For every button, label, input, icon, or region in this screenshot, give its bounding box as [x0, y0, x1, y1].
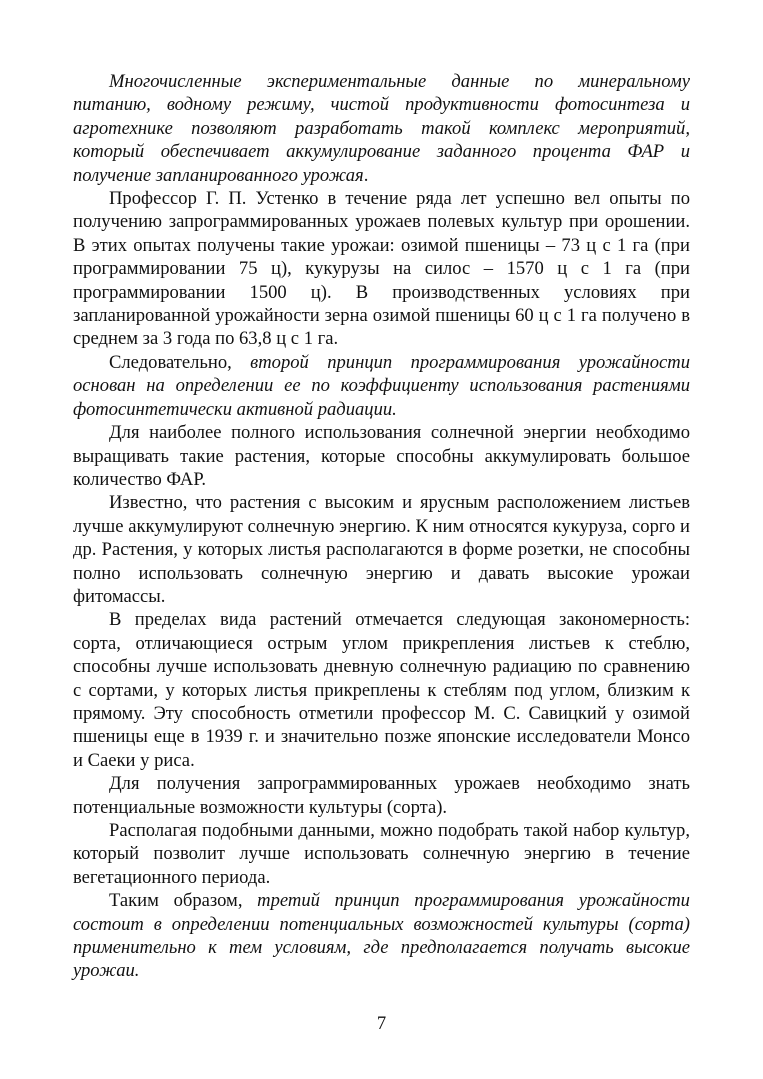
- paragraph-9-lead: Таким образом,: [109, 890, 258, 912]
- paragraph-1-end: .: [363, 164, 369, 186]
- paragraph-3: [73, 351, 690, 421]
- paragraph-7: [73, 772, 690, 819]
- paragraph-5: [73, 491, 690, 608]
- paragraph-9: [73, 889, 690, 983]
- paragraph-4-text: Для наиболее полного использования солнечной энергии необходимо выращивать такие растения, которые способны аккумулировать большое количество ФАР.: [73, 422, 690, 490]
- page-number: 7: [376, 1013, 387, 1034]
- paragraph-1: [73, 70, 690, 187]
- paragraph-6-text: В пределах вида растений отмечается следующая закономерность: сорта, отличающиеся острым углом прикрепления листьев к стеблю, способны лучше использовать дневную солнечную радиацию по сравнению с сортами, у которых листья прикреплены к стеблям под углом, близким к прямому. Эту способность отметили профессор М. С. Савицкий у озимой пшеницы еще в 1939 г. и значительно позже японские исследователи Монсо и Саеки у риса.: [73, 609, 690, 771]
- page-body: [73, 70, 690, 983]
- paragraph-3-lead: Следовательно,: [109, 351, 251, 373]
- paragraph-5-text: Известно, что растения с высоким и ярусным расположением листьев лучше аккумулируют солнечную энергию. К ним относятся кукуруза, сорго и др. Растения, у которых листья располагаются в форме розетки, не способны полно использовать солнечную энергию и давать высокие урожаи фитомассы.: [73, 492, 690, 607]
- paragraph-4: [73, 421, 690, 491]
- paragraph-6: [73, 608, 690, 772]
- paragraph-8-text: Располагая подобными данными, можно подобрать такой набор культур, который позволит лучше использовать солнечную энергию в течение вегетационного периода.: [73, 820, 690, 888]
- paragraph-7-text: Для получения запрограммированных урожаев необходимо знать потенциальные возможности культуры (сорта).: [73, 773, 690, 818]
- paragraph-3-italic: второй принцип программирования урожайности основан на определении ее по коэффициенту использования растениями фотосинтетически активной радиации.: [73, 351, 690, 420]
- paragraph-1-italic: Многочисленные экспериментальные данные по минеральному питанию, водному режиму, чистой продуктивности фотосинтеза и агротехнике позволяют разработать такой комплекс мероприятий, который обеспечивает аккумулирование заданного процента ФАР и получение запланированного урожая: [73, 71, 690, 186]
- paragraph-8: [73, 819, 690, 889]
- paragraph-9-italic: третий принцип программирования урожайности состоит в определении потенциальных возможностей культуры (сорта) применительно к тем условиям, где предполагается получать высокие урожаи.: [73, 890, 690, 982]
- paragraph-2-text: Профессор Г. П. Устенко в течение ряда лет успешно вел опыты по получению запрограммированных урожаев полевых культур при орошении. В этих опытах получены такие урожаи: озимой пшеницы – 73 ц с 1 га (при программировании 75 ц), кукурузы на силос – 1570 ц с 1 га (при программировании 1500 ц). В производственных условиях при запланированной урожайности зерна озимой пшеницы 60 ц с 1 га получено в среднем за 3 года по 63,8 ц с 1 га.: [73, 188, 690, 350]
- paragraph-2: [73, 187, 690, 351]
